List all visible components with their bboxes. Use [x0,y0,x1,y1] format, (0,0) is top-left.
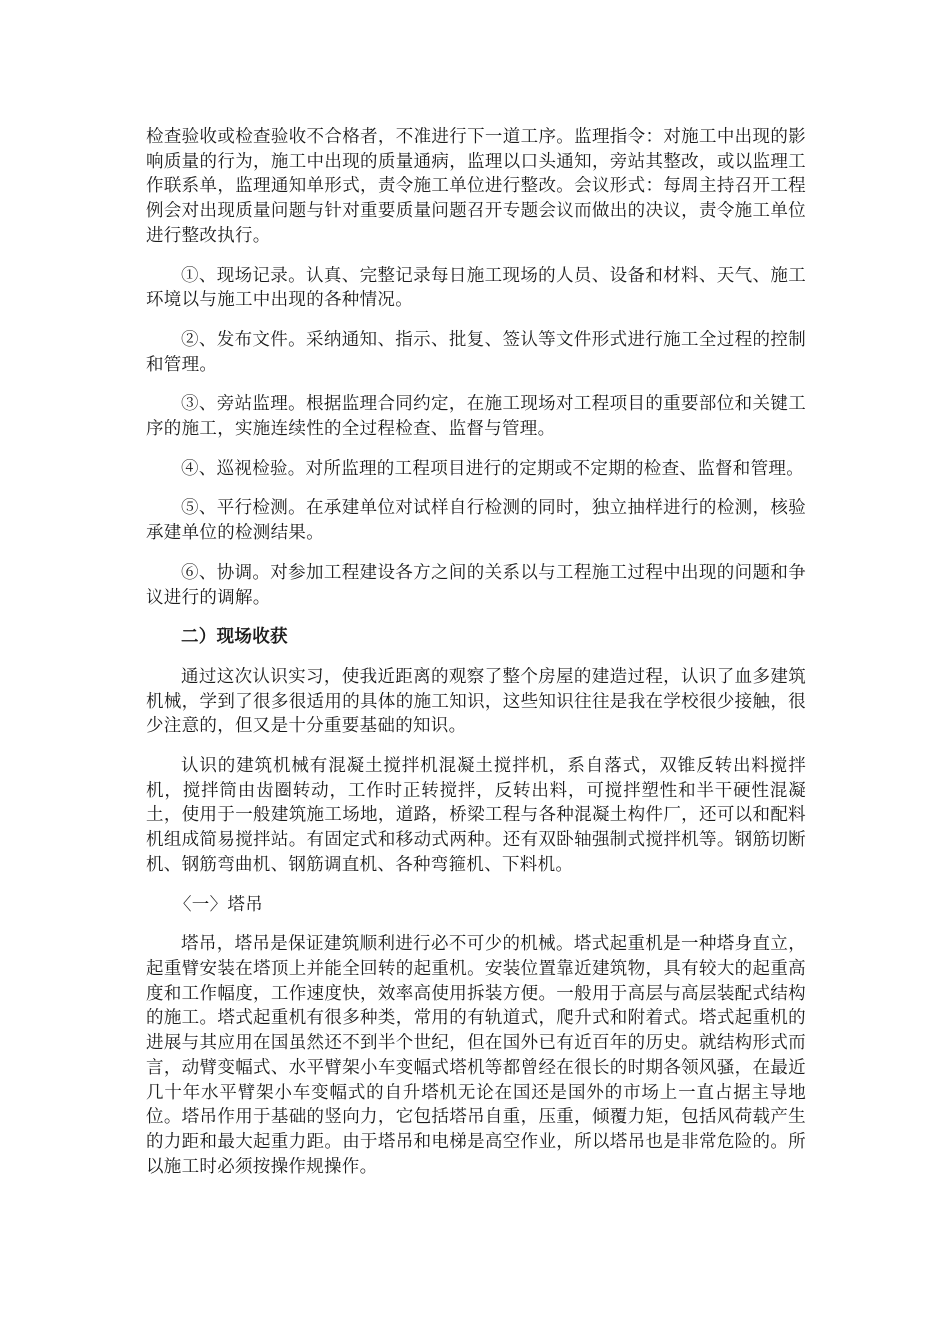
paragraph-parallel-testing: ⑤、平行检测。在承建单位对试样自行检测的同时，独立抽样进行的检测，核验承建单位的检测结果。 [146,498,806,544]
paragraph-patrol-inspection: ④、巡视检验。对所监理的工程项目进行的定期或不定期的检查、监督和管理。 [181,458,804,479]
paragraph-coordination: ⑥、协调。对参加工程建设各方之间的关系以与工程施工过程中出现的问题和争议进行的调解。 [146,562,806,608]
paragraph-internship-summary: 通过这次认识实习，使我近距离的观察了整个房屋的建造过程，认识了血多建筑机械，学到了很多很适用的具体的施工知识，这些知识往往是我在学校很少接触，很少注意的，但又是十分重要基础的知识。 [146,666,806,737]
document-body [146,125,806,1179]
subheading-tower-crane: 〈一〉塔吊 [174,894,263,915]
paragraph-site-records: ①、现场记录。认真、完整记录每日施工现场的人员、设备和材料、天气、施工环境以与施工中出现的各种情况。 [146,265,806,311]
paragraph-side-supervision: ③、旁站监理。根据监理合同约定，在施工现场对工程项目的重要部位和关键工序的施工，实施连续性的全过程检查、监督与管理。 [146,394,806,440]
paragraph-issue-documents: ②、发布文件。采纳通知、指示、批复、签认等文件形式进行施工全过程的控制和管理。 [146,329,806,375]
paragraph-tower-crane: 塔吊，塔吊是保证建筑顺利进行必不可少的机械。塔式起重机是一种塔身直立，起重臂安装在塔顶上并能全回转的起重机。安装位置靠近建筑物，具有较大的起重高度和工作幅度，工作速度快，效率高使用拆装方便。一般用于高层与高层装配式结构的施工。塔式起重机有很多种类，常用的有轨道式，爬升式和附着式。塔式起重机的进展与其应用在国虽然还不到半个世纪，但在国外已有近百年的历史。就结构形式而言，动臂变幅式、水平臂架小车变幅式塔机等都曾经在很长的时期各领风骚，在最近几十年水平臂架小车变幅式的自升塔机无论在国还是国外的市场上一直占据主导地位。塔吊作用于基础的竖向力，它包括塔吊自重，压重，倾覆力矩，包括风荷载产生的力距和最大起重力距。由于塔吊和电梯是高空作业，所以塔吊也是非常危险的。所以施工时必须按操作规操作。 [146,934,806,1177]
section-heading-site-gains: 二）现场收获 [181,627,288,648]
paragraph-inspection-instructions: 检查验收或检查验收不合格者，不准进行下一道工序。监理指令：对施工中出现的影响质量的行为，施工中出现的质量通病，监理以口头通知，旁站其整改，或以监理工作联系单，监理通知单形式，责令施工单位进行整改。会议形式：每周主持召开工程例会对出现质量问题与针对重要质量问题召开专题会议而做出的决议，责令施工单位进行整改执行。 [146,127,806,246]
paragraph-construction-machinery: 认识的建筑机械有混凝土搅拌机混凝土搅拌机，系自落式，双锥反转出料搅拌机，搅拌筒由齿圈转动，工作时正转搅拌，反转出料，可搅拌塑性和半干硬性混凝土，使用于一般建筑施工场地，道路，桥梁工程与各种混凝土构件厂，还可以和配料机组成简易搅拌站。有固定式和移动式两种。还有双卧轴强制式搅拌机等。钢筋切断机、钢筋弯曲机、钢筋调直机、各种弯箍机、下料机。 [146,756,806,875]
